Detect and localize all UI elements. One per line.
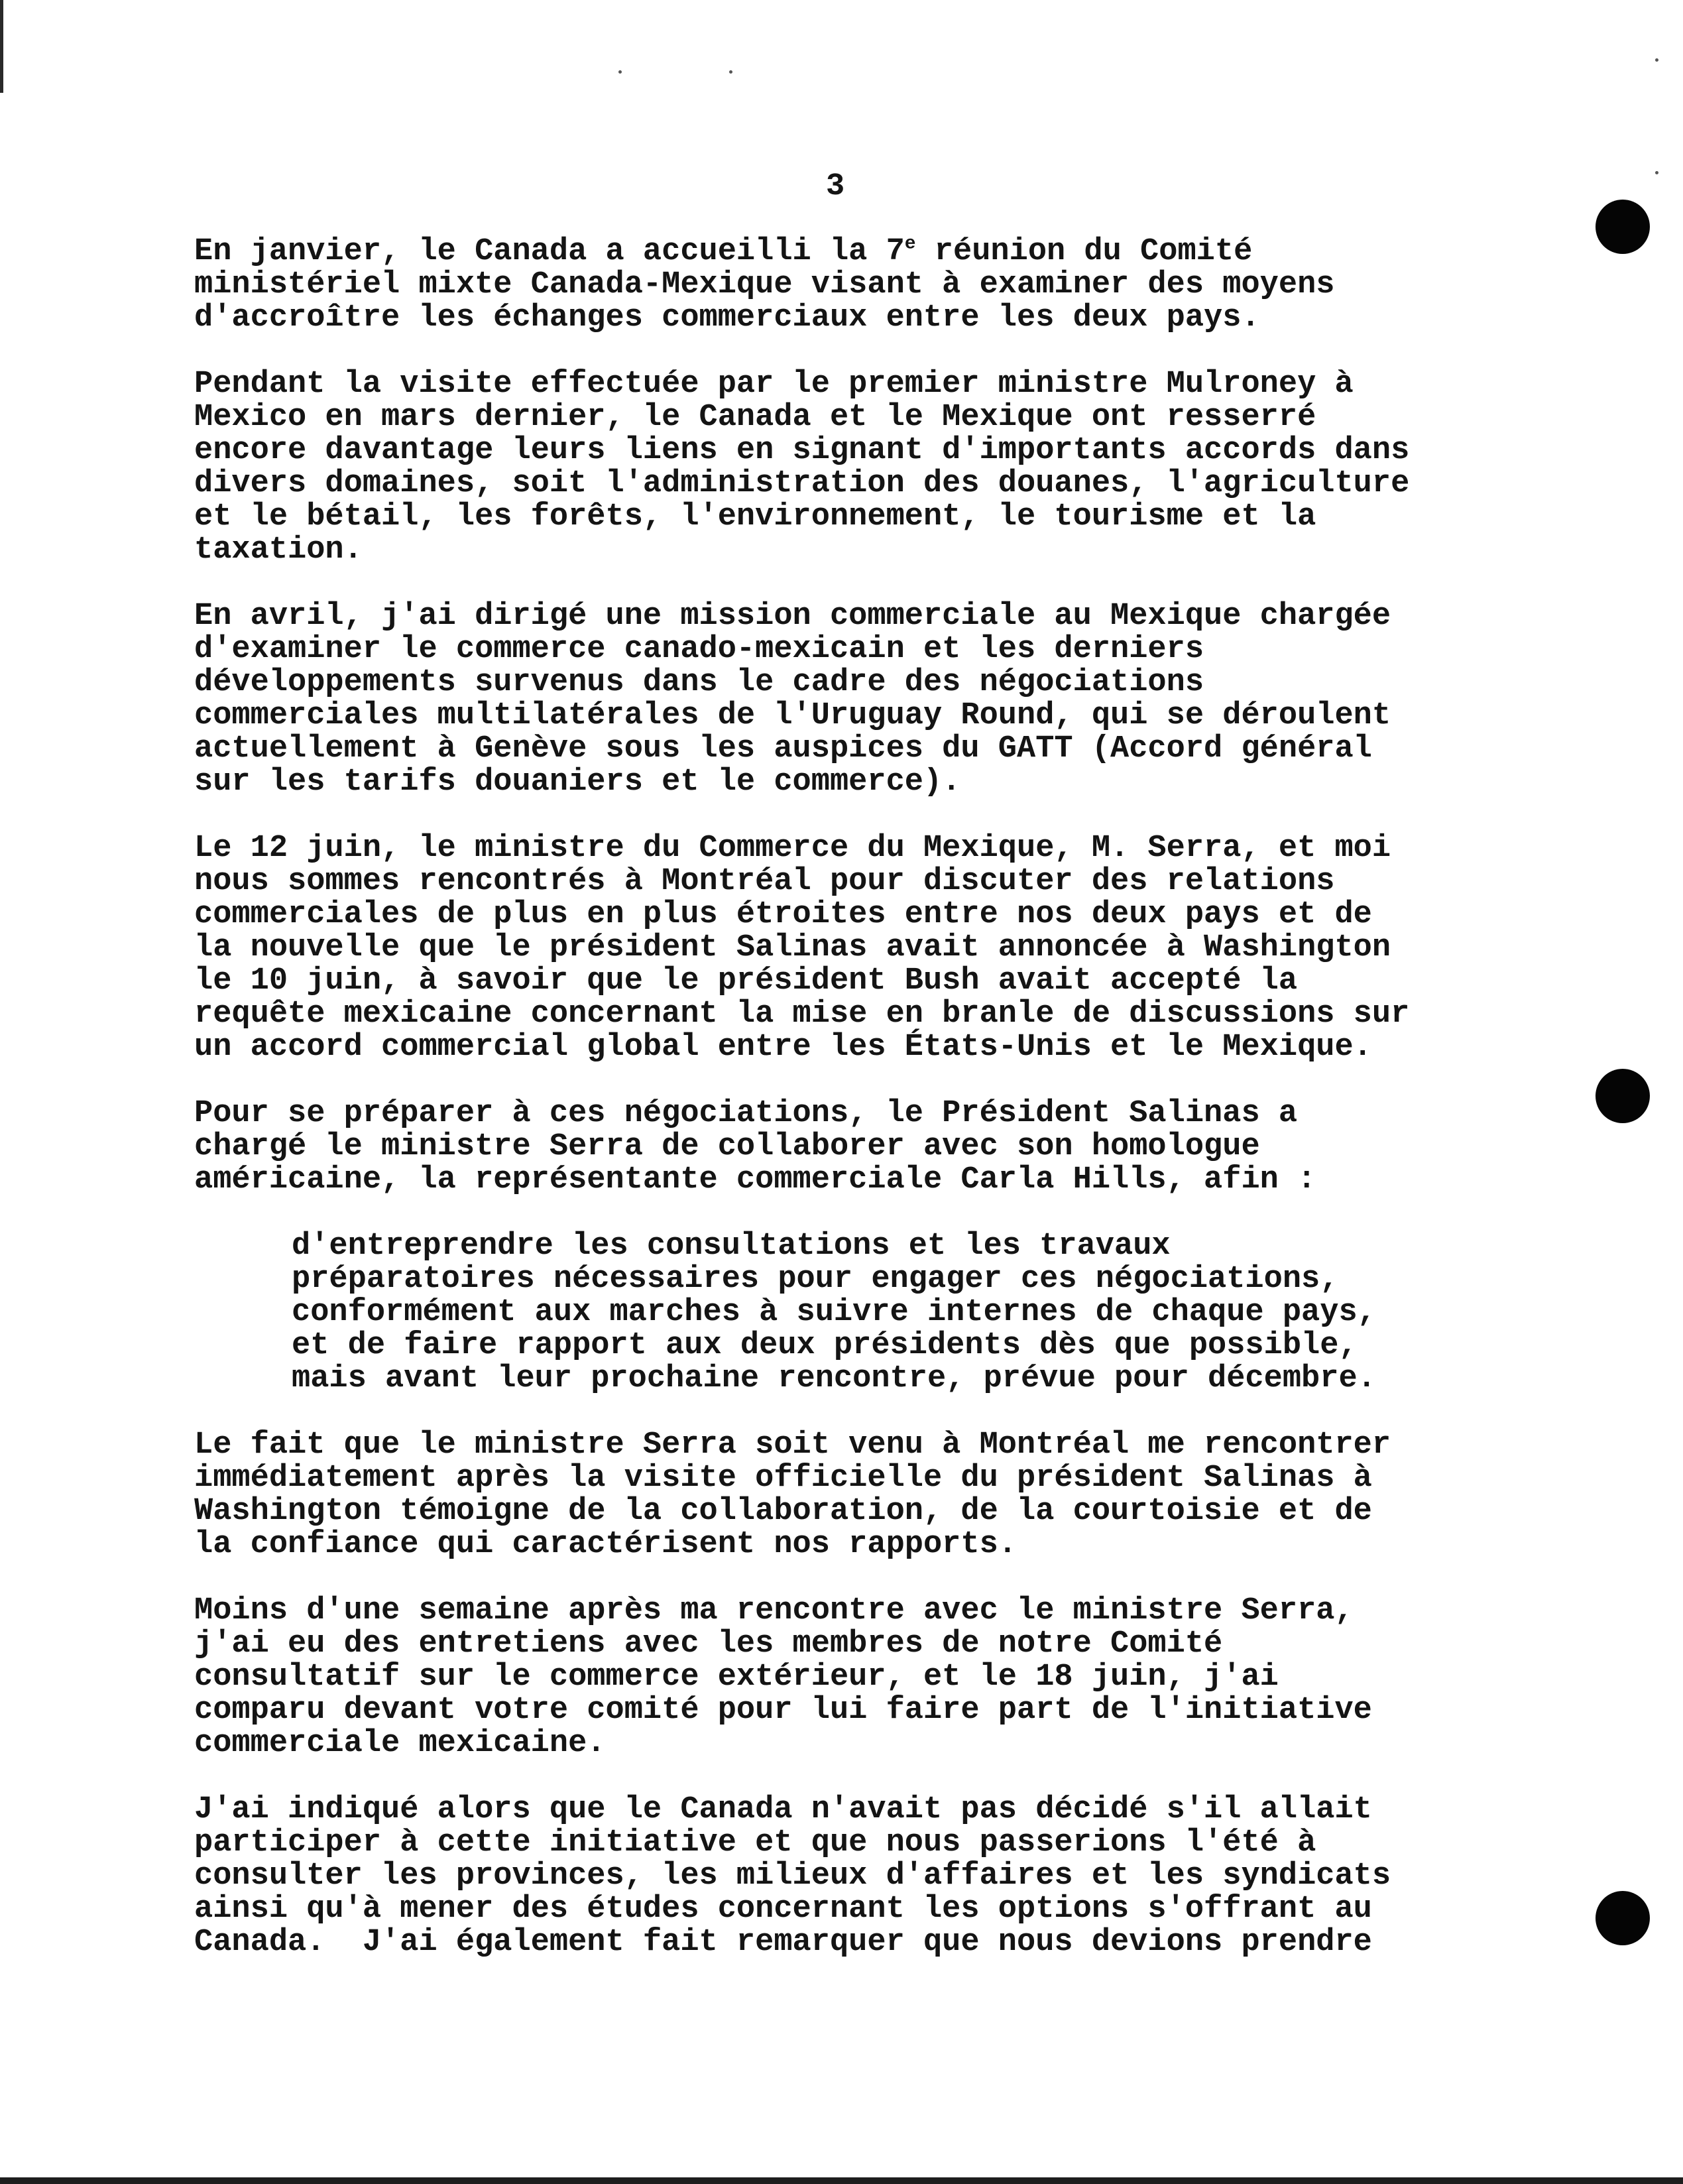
- text-line: un accord commercial global entre les États-Unis et le Mexique.: [194, 1030, 1372, 1065]
- text-line: sur les tarifs douaniers et le commerce).: [194, 764, 961, 800]
- text-line: chargé le ministre Serra de collaborer avec son homologue: [194, 1129, 1260, 1164]
- text-line: actuellement à Genève sous les auspices du GATT (Accord général: [194, 731, 1372, 766]
- text-line: d'entreprendre les consultations et les travaux: [292, 1229, 1171, 1264]
- text-line: commerciales de plus en plus étroites entre nos deux pays et de: [194, 897, 1372, 932]
- text-line: ainsi qu'à mener des études concernant les options s'offrant au: [194, 1892, 1372, 1927]
- text-line: nous sommes rencontrés à Montréal pour discuter des relations: [194, 864, 1335, 899]
- text-line: Mexico en mars dernier, le Canada et le Mexique ont resserré: [194, 400, 1316, 435]
- scan-speck: [729, 70, 732, 74]
- punch-hole-middle: [1596, 1069, 1650, 1123]
- text-line: le 10 juin, à savoir que le président Bush avait accepté la: [194, 963, 1298, 999]
- text-line: et de faire rapport aux deux présidents dès que possible,: [292, 1328, 1358, 1363]
- scan-edge-left: [0, 0, 3, 93]
- text-line: la confiance qui caractérisent nos rapports.: [194, 1527, 1017, 1562]
- paragraph: [194, 235, 1520, 335]
- text-line: Le fait que le ministre Serra soit venu à Montréal me rencontrer: [194, 1427, 1391, 1463]
- text-line: Moins d'une semaine après ma rencontre avec le ministre Serra,: [194, 1593, 1354, 1628]
- text-line: J'ai indiqué alors que le Canada n'avait pas décidé s'il allait: [194, 1792, 1372, 1827]
- punch-hole-bottom: [1596, 1891, 1650, 1945]
- text-line: divers domaines, soit l'administration des douanes, l'agriculture: [194, 466, 1410, 501]
- text-line: requête mexicaine concernant la mise en branle de discussions sur: [194, 997, 1410, 1032]
- text-line: j'ai eu des entretiens avec les membres de notre Comité: [194, 1626, 1223, 1662]
- punch-hole-top: [1596, 200, 1650, 254]
- text-line: américaine, la représentante commerciale Carla Hills, afin :: [194, 1162, 1316, 1197]
- text-segment: réunion du Comité: [915, 234, 1253, 269]
- indented-quote-paragraph: [292, 1230, 1520, 1396]
- page-number: 3: [826, 169, 845, 204]
- scan-speck: [618, 70, 622, 74]
- text-line: d'accroître les échanges commerciaux entre les deux pays.: [194, 300, 1260, 335]
- text-line: Pour se préparer à ces négociations, le Président Salinas a: [194, 1096, 1298, 1131]
- text-line: ministériel mixte Canada-Mexique visant à examiner des moyens: [194, 267, 1335, 302]
- text-segment: En janvier, le Canada a accueilli la 7: [194, 234, 905, 269]
- text-line: participer à cette initiative et que nous passerions l'été à: [194, 1825, 1316, 1860]
- text-line: mais avant leur prochaine rencontre, prévue pour décembre.: [292, 1361, 1376, 1396]
- paragraph: [194, 1793, 1520, 1959]
- text-line: taxation.: [194, 532, 363, 568]
- text-line: Washington témoigne de la collaboration, de la courtoisie et de: [194, 1494, 1372, 1529]
- text-line: commerciales multilatérales de l'Uruguay Round, qui se déroulent: [194, 698, 1391, 733]
- text-line: [194, 235, 1520, 269]
- text-line: commerciale mexicaine.: [194, 1726, 606, 1761]
- paragraph: [194, 600, 1520, 799]
- text-line: Canada. J'ai également fait remarquer que nous devions prendre: [194, 1925, 1372, 1960]
- text-line: comparu devant votre comité pour lui faire part de l'initiative: [194, 1693, 1372, 1728]
- text-line: consultatif sur le commerce extérieur, et le 18 juin, j'ai: [194, 1660, 1279, 1695]
- text-line: Le 12 juin, le ministre du Commerce du Mexique, M. Serra, et moi: [194, 831, 1391, 866]
- text-line: Pendant la visite effectuée par le premier ministre Mulroney à: [194, 367, 1354, 402]
- text-line: la nouvelle que le président Salinas avait annoncée à Washington: [194, 930, 1391, 965]
- text-line: immédiatement après la visite officielle du président Salinas à: [194, 1461, 1372, 1496]
- paragraph: [194, 1595, 1520, 1760]
- text-line: d'examiner le commerce canado-mexicain et les derniers: [194, 632, 1204, 667]
- scan-edge-bottom: [0, 2177, 1683, 2184]
- scan-speck: [1655, 171, 1658, 174]
- scan-speck: [1655, 58, 1658, 62]
- text-line: En avril, j'ai dirigé une mission commerciale au Mexique chargée: [194, 599, 1391, 634]
- text-line: consulter les provinces, les milieux d'affaires et les syndicats: [194, 1858, 1391, 1894]
- paragraph: [194, 832, 1520, 1064]
- text-line: encore davantage leurs liens en signant d'importants accords dans: [194, 433, 1410, 468]
- paragraph: [194, 1429, 1520, 1561]
- text-line: et le bétail, les forêts, l'environnement, le tourisme et la: [194, 499, 1316, 534]
- text-line: développements survenus dans le cadre des négociations: [194, 665, 1204, 700]
- text-line: préparatoires nécessaires pour engager ces négociations,: [292, 1262, 1339, 1297]
- body-text: [194, 235, 1520, 1992]
- paragraph: [194, 1097, 1520, 1197]
- text-line: conformément aux marches à suivre internes de chaque pays,: [292, 1295, 1376, 1330]
- superscript: e: [904, 233, 916, 255]
- paragraph: [194, 368, 1520, 567]
